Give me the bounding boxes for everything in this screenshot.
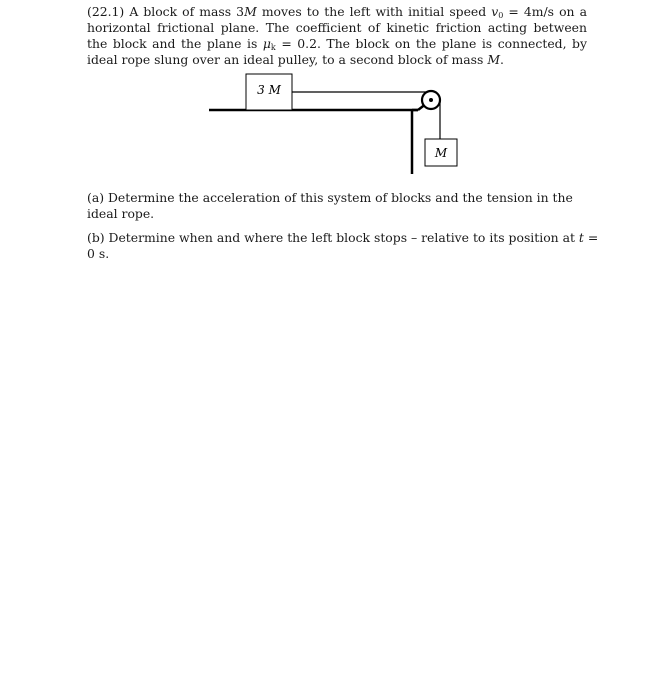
hanging-block-label: M: [434, 146, 448, 160]
question-parts: [87, 190, 607, 270]
problem-number: (22.1): [87, 4, 125, 19]
speed-value: = 4: [508, 4, 532, 19]
mass-variable: M: [487, 52, 500, 67]
period: .: [500, 52, 504, 67]
speed-variable: v: [491, 4, 499, 19]
part-b-text: (b) Determine when and where the left block stops – relative to its position at: [87, 230, 575, 245]
mu-variable: μ: [262, 36, 271, 51]
sentence-part: A block of mass 3: [129, 4, 245, 19]
pulley-axle: [429, 98, 433, 102]
left-block-label: 3 M: [257, 83, 281, 97]
part-a: (a) Determine the acceleration of this system of blocks and the tension in the ideal rope.: [87, 190, 573, 221]
time-unit: s.: [98, 246, 110, 261]
speed-subscript: 0: [498, 11, 504, 20]
sentence-part: moves to the left with initial speed: [261, 4, 487, 19]
time-value: = 0: [87, 230, 599, 261]
mu-subscript: k: [270, 43, 276, 52]
sentence-part: = 0.2. The block on the plane is connected, by ideal rope slung over an ideal pulley, to a second block of mass: [87, 36, 587, 67]
part-b: [87, 230, 607, 262]
time-variable: t: [578, 230, 584, 245]
mass-variable: M: [244, 4, 257, 19]
sentence-part: on a horizontal frictional plane. The coefficient of kinetic friction acting between the block and the plane is: [87, 4, 587, 51]
speed-unit: m/s: [531, 4, 555, 19]
